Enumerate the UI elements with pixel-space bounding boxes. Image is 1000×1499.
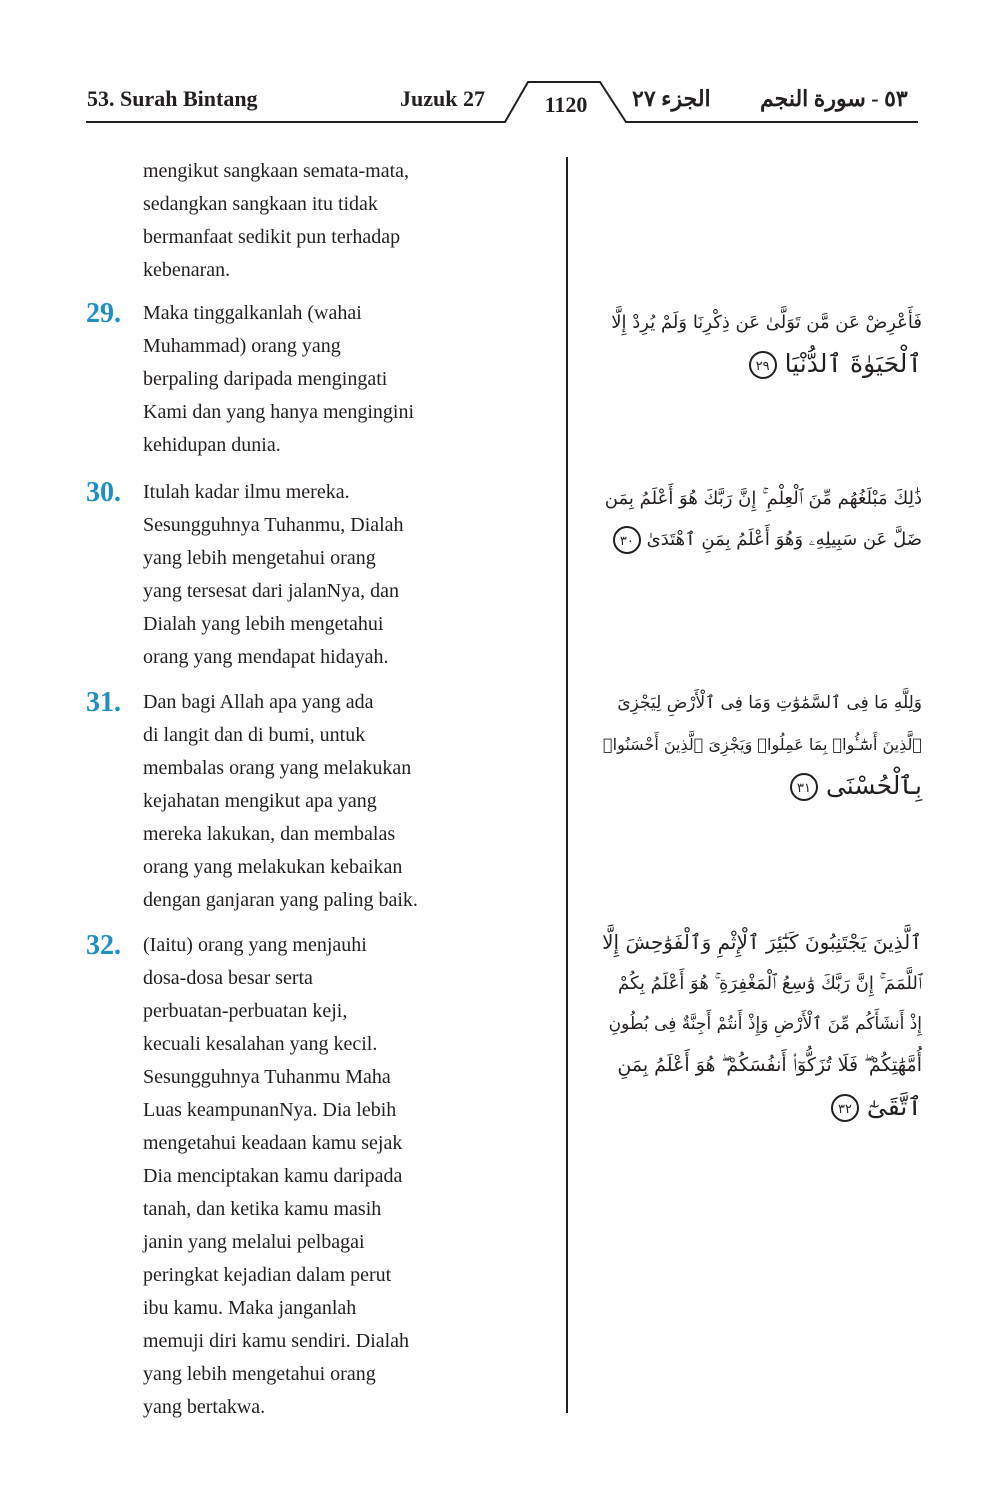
arabic-text: بِٱلْحُسْنَى — [825, 771, 922, 800]
text-line: sedangkan sangkaan itu tidak — [143, 193, 378, 215]
text-line: yang lebih mengetahui orang — [143, 547, 376, 569]
text-line: Itulah kadar ilmu mereka. — [143, 481, 350, 503]
page-header — [0, 0, 1000, 130]
text-line: Maka tinggalkanlah (wahai — [143, 302, 362, 324]
verse-arabic — [602, 683, 922, 806]
text-line: Kami dan yang hanya menginginі — [143, 401, 415, 423]
arabic-line: ذَٰلِكَ مَبْلَغُهُم مِّنَ ٱلْعِلْمِ ۚ إِنَّ رَبَّكَ هُوَ أَعْلَمُ بِمَن — [604, 488, 922, 509]
text-line: Dan bagi Allah apa yang ada — [143, 691, 374, 713]
column-divider — [566, 157, 568, 1413]
text-line: kehidupan dunia. — [143, 434, 281, 456]
text-line: kebenaran. — [143, 259, 231, 281]
text-line: dengan ganjaran yang paling baik. — [143, 889, 418, 911]
verse-arabic — [602, 922, 922, 1127]
arabic-line: ٱلَّذِينَ يَجْتَنِبُونَ كَبَٰٓئِرَ ٱلْإِثْمِ وَٱلْفَوَٰحِشَ إِلَّا — [602, 930, 922, 954]
text-line: orang yang melakukan kebaikan — [143, 856, 403, 878]
ayah-marker-icon: ٣٢ — [831, 1094, 859, 1122]
text-line: janin yang melalui pelbagai — [143, 1231, 365, 1253]
verse-arabic — [602, 478, 922, 560]
verse-translation — [143, 686, 563, 917]
text-line: kecuali kesalahan yang kecil. — [143, 1033, 378, 1055]
page-number: 1120 — [544, 92, 588, 117]
text-line: berpaling daripada mengingati — [143, 368, 388, 390]
arabic-line: ٱلَّذِينَ أَسَٰٓـُٔوا۟ بِمَا عَمِلُوا۟ وَيَجْزِىَ ٱلَّذِينَ أَحْسَنُوا۟ — [603, 735, 922, 754]
arabic-text: ضَلَّ عَن سَبِيلِهِۦ وَهُوَ أَعْلَمُ بِمَنِ ٱهْتَدَىٰ — [646, 529, 922, 550]
text-line: Dia menciptakan kamu daripada — [143, 1165, 403, 1187]
ayah-marker-icon: ٣٠ — [613, 526, 641, 554]
verse-number: 32. — [86, 930, 121, 961]
arabic-line: إِذْ أَنشَأَكُم مِّنَ ٱلْأَرْضِ وَإِذْ أَنتُمْ أَجِنَّةٌ فِى بُطُونِ — [608, 1014, 922, 1034]
arabic-line — [602, 765, 922, 806]
arabic-line: أُمَّهَٰتِكُمْ ۖ فَلَا تُزَكُّوٓا۟ أَنفُسَكُمْ ۖ هُوَ أَعْلَمُ بِمَنِ — [617, 1054, 922, 1076]
arabic-text: ٱلْحَيَوٰةَ ٱلدُّنْيَا — [784, 349, 922, 378]
text-line: kejahatan mengikut apa yang — [143, 790, 377, 812]
text-line: di langit dan di bumi, untuk — [143, 724, 366, 746]
verse-translation — [143, 476, 563, 674]
text-line: tanah, dan ketika kamu masih — [143, 1198, 382, 1220]
verse-number: 29. — [86, 298, 121, 329]
text-line: yang bertakwa. — [143, 1396, 266, 1418]
continuation-text — [143, 155, 563, 287]
verse-translation — [143, 929, 563, 1424]
text-line: membalas orang yang melakukan — [143, 757, 412, 779]
text-line: Muhammad) orang yang — [143, 335, 341, 357]
text-line: (Iaitu) orang yang menjauhi — [143, 934, 367, 956]
text-line: Sesungguhnya Tuhanmu Maha — [143, 1066, 391, 1088]
surah-title-latin: 53. Surah Bintang — [87, 86, 258, 111]
text-line: perbuatan-perbuatan keji, — [143, 1000, 348, 1022]
text-line: mengetahui keadaan kamu sejak — [143, 1132, 403, 1154]
arabic-line: فَأَعْرِضْ عَن مَّن تَوَلَّىٰ عَن ذِكْرِنَا وَلَمْ يُرِدْ إِلَّا — [611, 312, 922, 333]
verse-number: 31. — [86, 687, 121, 718]
verse-arabic — [602, 302, 922, 384]
text-line: yang tersesat dari jalanNya, dan — [143, 580, 400, 602]
text-line: Luas keampunanNya. Dia lebih — [143, 1099, 397, 1121]
ayah-marker-icon: ٢٩ — [749, 351, 777, 379]
text-line: peringkat kejadian dalam perut — [143, 1264, 392, 1286]
text-line: Sesungguhnya Tuhanmu, Dialah — [143, 514, 404, 536]
surah-title-arabic: ٥٣ - سورة النجم — [760, 86, 908, 111]
text-line: yang lebih mengetahui orang — [143, 1363, 376, 1385]
text-line: Dialah yang lebih mengetahui — [143, 613, 384, 635]
text-line: orang yang mendapat hidayah. — [143, 646, 389, 668]
text-line: ibu kamu. Maka janganlah — [143, 1297, 357, 1319]
text-line: mereka lakukan, dan membalas — [143, 823, 396, 845]
juzuk-label: Juzuk 27 — [400, 86, 485, 111]
arabic-line — [602, 343, 922, 384]
arabic-line — [602, 519, 922, 560]
verse-number: 30. — [86, 477, 121, 508]
arabic-line: ٱللَّمَمَ ۚ إِنَّ رَبَّكَ وَٰسِعُ ٱلْمَغْفِرَةِ ۚ هُوَ أَعْلَمُ بِكُمْ — [617, 973, 922, 994]
arabic-text: ٱتَّقَىٰٓ — [866, 1092, 922, 1121]
text-line: dosa-dosa besar serta — [143, 967, 313, 989]
arabic-line: وَلِلَّهِ مَا فِى ٱلسَّمَٰوَٰتِ وَمَا فِى ٱلْأَرْضِ لِيَجْزِىَ — [617, 693, 922, 713]
text-line: memuji diri kamu sendiri. Dialah — [143, 1330, 410, 1352]
text-line: mengikut sangkaan semata-mata, — [143, 160, 410, 182]
ayah-marker-icon: ٣١ — [790, 773, 818, 801]
juz-label-arabic: الجزء ٢٧ — [632, 86, 711, 111]
arabic-line — [602, 1086, 922, 1127]
text-line: bermanfaat sedikit pun terhadap — [143, 226, 401, 248]
verse-translation — [143, 297, 563, 462]
